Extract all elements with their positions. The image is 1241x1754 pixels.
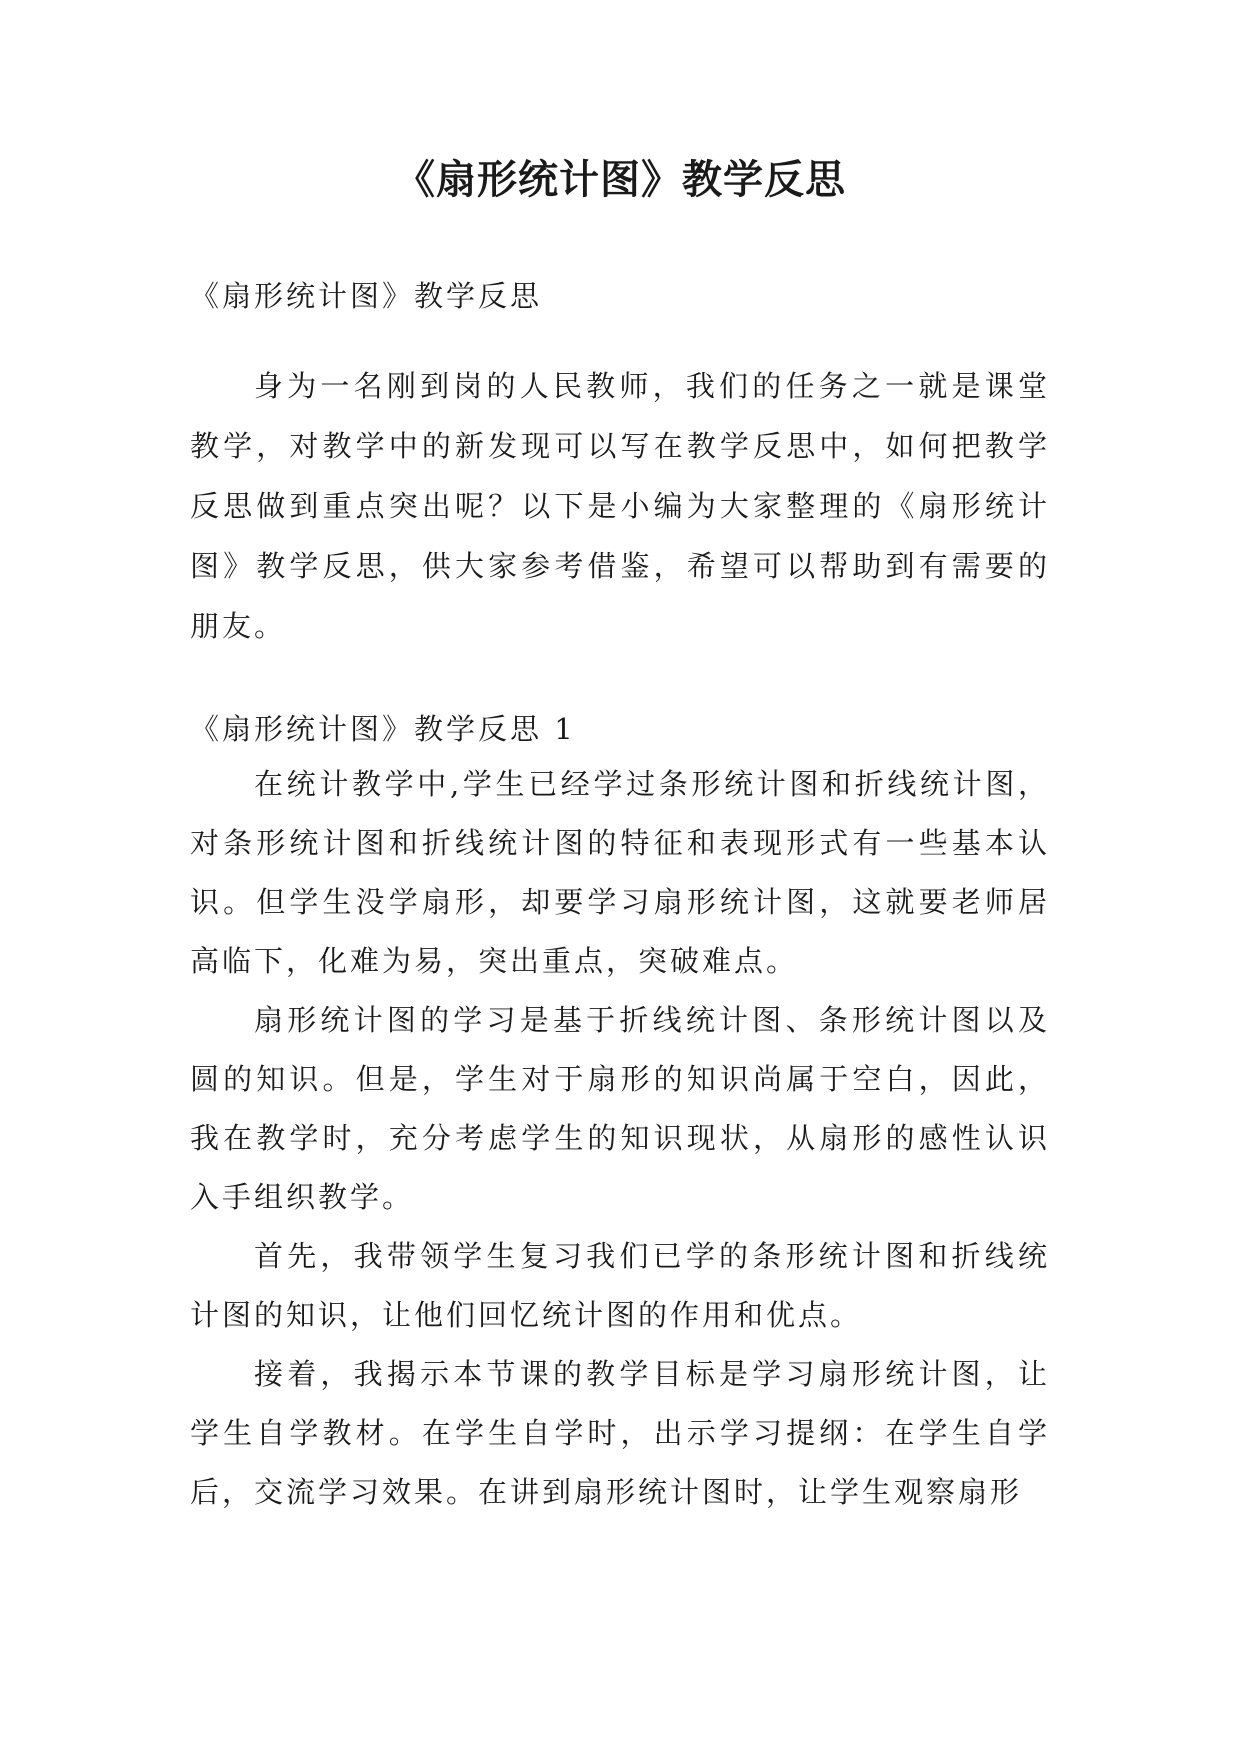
document-title: 《扇形统计图》教学反思 bbox=[395, 157, 846, 203]
section-heading: 《扇形统计图》教学反思 1 bbox=[190, 712, 576, 746]
body-paragraph-1: 在统计教学中,学生已经学过条形统计图和折线统计图，对条形统计图和折线统计图的特征和表现形式有一些基本认识。但学生没学扇形，却要学习扇形统计图，这就要老师居高临下，化难为易，突出重点，突破难点。 bbox=[190, 767, 1050, 978]
body-paragraph-4: 接着，我揭示本节课的教学目标是学习扇形统计图，让学生自学教材。在学生自学时，出示学习提纲：在学生自学后，交流学习效果。在讲到扇形统计图时，让学生观察扇形 bbox=[190, 1357, 1050, 1509]
body-paragraph-3: 首先，我带领学生复习我们已学的条形统计图和折线统计图的知识，让他们回忆统计图的作用和优点。 bbox=[190, 1239, 1050, 1332]
body-paragraph-2: 扇形统计图的学习是基于折线统计图、条形统计图以及圆的知识。但是，学生对于扇形的知识尚属于空白，因此，我在教学时，充分考虑学生的知识现状，从扇形的感性认识入手组织教学。 bbox=[190, 1003, 1050, 1214]
document-subtitle: 《扇形统计图》教学反思 bbox=[190, 279, 543, 313]
intro-paragraph: 身为一名刚到岗的人民教师，我们的任务之一就是课堂教学，对教学中的新发现可以写在教学反思中，如何把教学反思做到重点突出呢？以下是小编为大家整理的《扇形统计图》教学反思，供大家参考借鉴，希望可以帮助到有需要的朋友。 bbox=[190, 369, 1050, 643]
